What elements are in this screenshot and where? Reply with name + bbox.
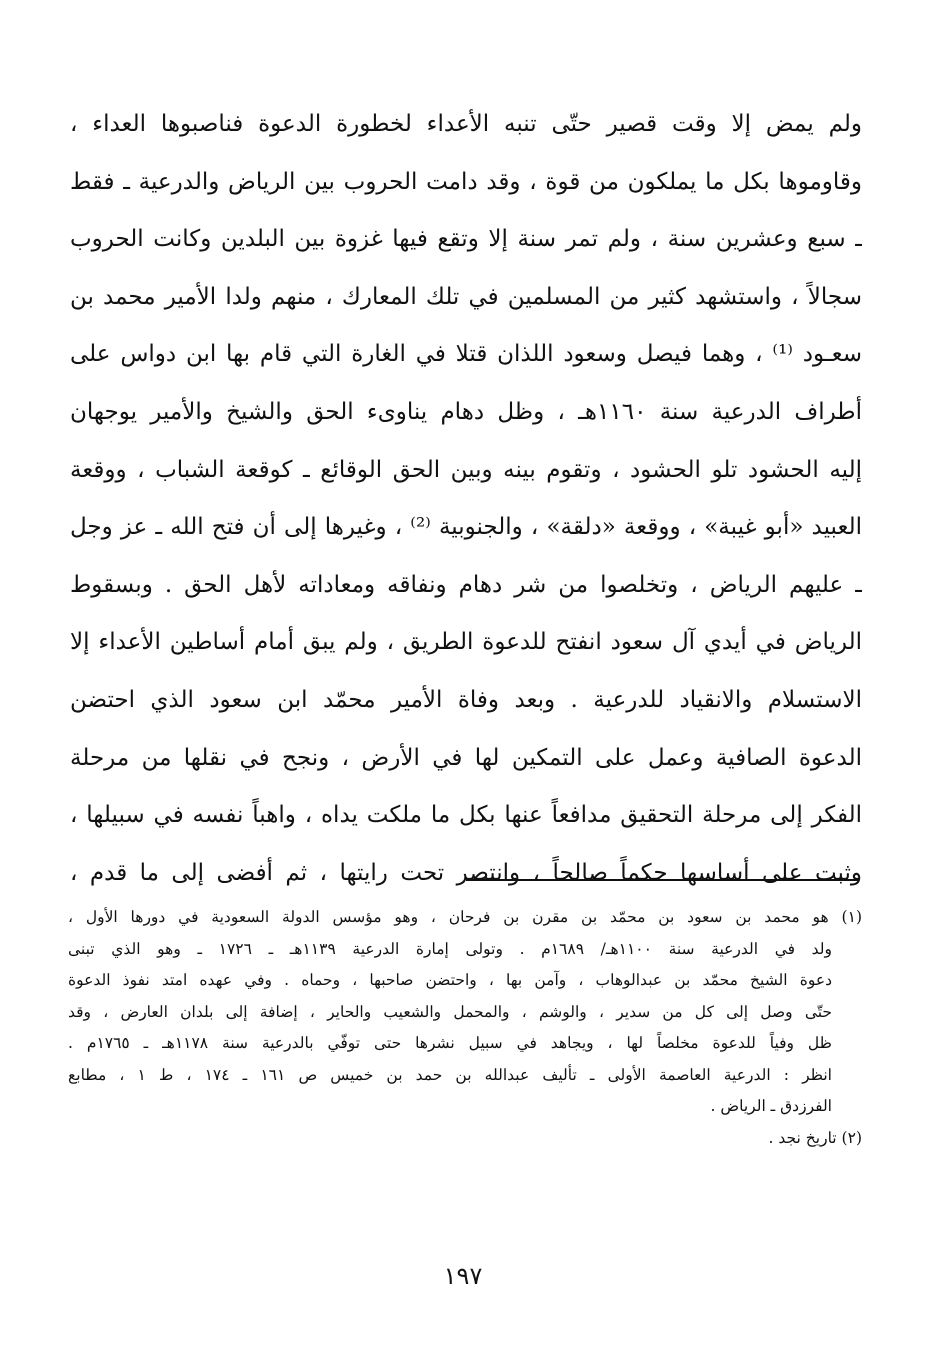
body-line: ولم يمض إلا وقت قصير حتّى تنبه الأعداء لخطورة الدعوة فناصبوها العداء ،: [70, 111, 862, 137]
body-line: وقاوموها بكل ما يملكون من قوة ، وقد دامت الحروب بين الرياض والدرعية ـ فقط: [70, 168, 862, 195]
footnote-line: الفرزدق ـ الرياض .: [710, 1097, 832, 1115]
footnote-line: حتّى وصل إلى كل من سدير ، والوشم ، والمحمل والشعيب والحاير ، إضافة إلى بلدان العارض ، وقد: [68, 1002, 832, 1021]
body-line: الدعوة الصافية وعمل على التمكين لها في الأرض ، ونجح في نقلها من مرحلة: [70, 744, 862, 771]
footnote-line: ظل وفياً للدعوة مخلصاً لها ، ويجاهد في سبيل نشرها حتى توفّي بالدرعية سنة ١١٧٨هـ ـ ١٧٦٥م .: [68, 1034, 832, 1052]
footnote-separator: [466, 879, 858, 881]
body-line: سجالاً ، واستشهد كثير من المسلمين في تلك المعارك ، منهم ولدا الأمير محمد بن: [70, 283, 862, 310]
body-line: الفكر إلى مرحلة التحقيق مدافعاً عنها بكل ما ملكت يداه ، واهباً نفسه في سبيلها ،: [70, 802, 862, 829]
footnote-line: (٢) تاريخ نجد .: [768, 1128, 862, 1147]
page-number: ١٩٧: [443, 1262, 483, 1290]
footnote-line: ولد في الدرعية سنة ١١٠٠هـ/ ١٦٨٩م . وتولى إمارة الدرعية ١١٣٩هـ ـ ١٧٢٦ ـ وهو الذي تبنى: [68, 939, 832, 958]
body-line: ـ عليهم الرياض ، وتخلصوا من شر دهام ونفاقه ومعاداته لأهل الحق . وبسقوط: [70, 571, 862, 598]
body-line: سعـود ⁽¹⁾ ، وهما فيصل وسعود اللذان قتلا في الغارة التي قام بها ابن دواس على: [70, 341, 862, 368]
body-line: الرياض في أيدي آل سعود انفتح للدعوة الطريق ، ولم يبق أمام أساطين الأعداء إلا: [70, 629, 862, 656]
main-text-block: [70, 96, 862, 902]
footnote-line: انظر : الدرعية العاصمة الأولى ـ تأليف عبدالله بن حمد بن خميس ص ١٦١ ـ ١٧٤ ، ط ١ ، مطابع: [68, 1065, 832, 1084]
body-line: إليه الحشود تلو الحشود ، وتقوم بينه وبين الحق الوقائع ـ كوقعة الشباب ، ووقعة: [70, 456, 862, 483]
body-line: أطراف الدرعية سنة ١١٦٠هـ ، وظل دهام يناوىء الحق والشيخ والأمير يوجهان: [70, 398, 862, 425]
body-line: الاستسلام والانقياد للدرعية . وبعد وفاة الأمير محمّد ابن سعود الذي احتضن: [70, 686, 862, 713]
body-line: وثبت على أساسها حكماً صالحاً ، وانتصر تحت رايتها ، ثم أفضى إلى ما قدم ،: [70, 859, 862, 886]
body-line: ـ سبع وعشرين سنة ، ولم تمر سنة إلا وتقع فيها غزوة بين البلدين وكانت الحروب: [70, 226, 862, 253]
footnote-line: دعوة الشيخ محمّد بن عبدالوهاب ، وآمن بها ، واحتضن صاحبها ، وحماه . وفي عهده امتد نفوذ الدعوة: [68, 971, 832, 989]
footnotes-block: [68, 902, 862, 1154]
body-line: العبيد «أبو غيبة» ، ووقعة «دلقة» ، والجنوبية ⁽²⁾ ، وغيرها إلى أن فتح الله ـ عز وجل: [70, 514, 862, 541]
footnote-line: (١) هو محمد بن سعود بن محمّد بن مقرن بن فرحان ، وهو مؤسس الدولة السعودية في دورها الأول ،: [68, 908, 862, 926]
